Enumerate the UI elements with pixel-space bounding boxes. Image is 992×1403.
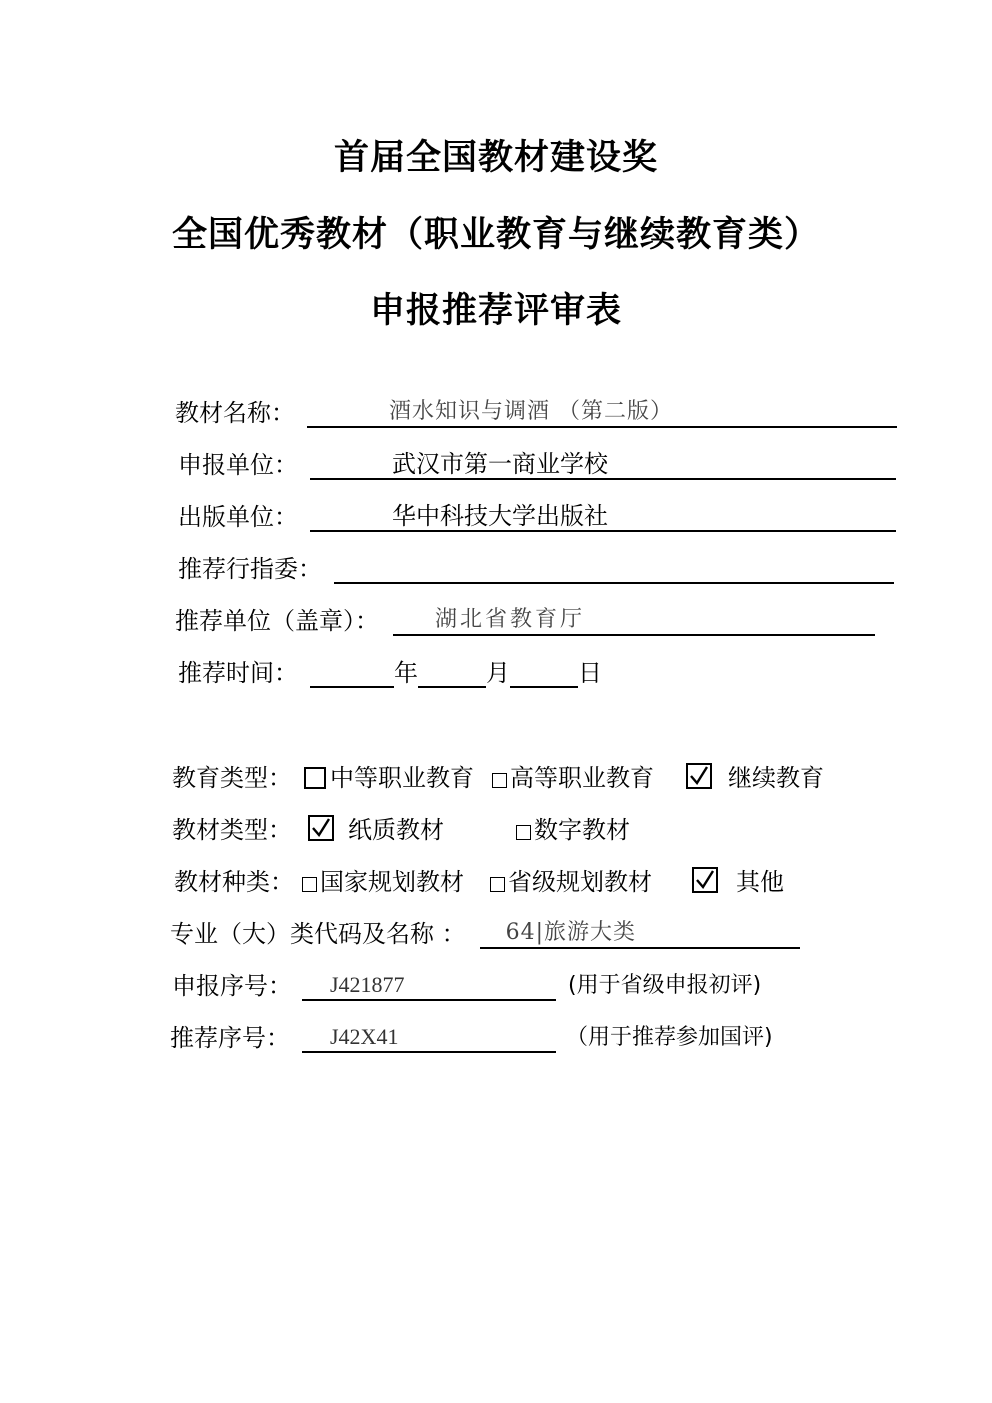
textbook-name-value: 酒水知识与调酒 （第二版） (389, 399, 673, 424)
major-value: 64|旅游大类 (505, 920, 637, 945)
title-line-1: 首届全国教材建设奖 (333, 138, 658, 178)
option-provincial-plan-label: 省级规划教材 (508, 868, 652, 896)
apply-no-note: (用于省级申报初评) (568, 973, 762, 998)
option-continuing-education[interactable] (686, 763, 824, 793)
day-text: 日 (578, 659, 602, 687)
field-recommend-date (178, 652, 602, 688)
recommend-unit-value: 湖北省教育厅 (435, 607, 586, 632)
material-type-label: 教材类型： (172, 816, 292, 844)
education-type-label: 教育类型： (172, 764, 292, 792)
checkbox-empty-icon[interactable] (516, 825, 531, 840)
applicant-unit-line[interactable] (310, 450, 896, 480)
applicant-unit-label: 申报单位： (178, 451, 298, 479)
title-line-3: 申报推荐评审表 (369, 291, 622, 331)
option-secondary-vocational-label: 中等职业教育 (330, 764, 474, 792)
material-category-label: 教材种类： (174, 868, 294, 896)
textbook-name-label: 教材名称： (175, 399, 295, 427)
recommend-unit-label: 推荐单位（盖章）： (175, 607, 379, 635)
field-recommend-unit (175, 600, 875, 636)
month-text: 月 (486, 659, 510, 687)
apply-no-label: 申报序号： (172, 972, 292, 1000)
checkbox-empty-icon[interactable] (304, 767, 326, 789)
field-apply-no (172, 965, 761, 1001)
recommend-no-value: J42X41 (330, 1024, 399, 1049)
option-higher-vocational-label: 高等职业教育 (510, 764, 654, 792)
recommend-no-line[interactable] (302, 1023, 556, 1053)
checkbox-empty-icon[interactable] (302, 877, 317, 892)
material-type-row (172, 809, 630, 845)
checkbox-checked-icon[interactable] (686, 763, 712, 789)
recommend-date-label: 推荐时间： (178, 659, 298, 687)
major-label: 专业（大）类代码及名称 ： (170, 920, 466, 948)
recommend-unit-line[interactable] (393, 606, 875, 636)
committee-line[interactable] (334, 554, 894, 584)
year-line[interactable] (310, 658, 394, 688)
option-digital-material[interactable] (516, 815, 630, 845)
option-secondary-vocational[interactable] (304, 763, 474, 793)
option-other[interactable] (692, 867, 784, 897)
apply-no-line[interactable] (302, 971, 556, 1001)
option-provincial-plan[interactable] (490, 867, 652, 897)
textbook-name-line[interactable] (307, 398, 897, 428)
recommend-no-label: 推荐序号： (170, 1024, 290, 1052)
checkbox-empty-icon[interactable] (490, 877, 505, 892)
checkbox-checked-icon[interactable] (692, 867, 718, 893)
option-national-plan[interactable] (302, 867, 464, 897)
year-text: 年 (394, 659, 418, 687)
recommend-no-note: （用于推荐参加国评) (566, 1025, 773, 1050)
month-line[interactable] (418, 658, 486, 688)
material-category-row (174, 861, 784, 897)
option-other-label: 其他 (736, 868, 784, 896)
field-major (170, 913, 800, 949)
option-national-plan-label: 国家规划教材 (320, 868, 464, 896)
publisher-line[interactable] (310, 502, 896, 532)
title-line-2: 全国优秀教材（职业教育与继续教育类） (171, 215, 820, 255)
option-digital-material-label: 数字教材 (534, 816, 630, 844)
checkbox-checked-icon[interactable] (308, 815, 334, 841)
field-applicant-unit (178, 444, 896, 480)
field-publisher (178, 496, 896, 532)
publisher-label: 出版单位： (178, 503, 298, 531)
option-paper-material[interactable] (308, 815, 444, 845)
field-committee (178, 548, 894, 584)
publisher-value: 华中科技大学出版社 (392, 502, 608, 530)
option-continuing-education-label: 继续教育 (728, 764, 824, 792)
field-recommend-no (170, 1017, 773, 1053)
checkbox-empty-icon[interactable] (492, 773, 507, 788)
day-line[interactable] (510, 658, 578, 688)
option-paper-material-label: 纸质教材 (348, 816, 444, 844)
option-higher-vocational[interactable] (492, 763, 654, 793)
field-textbook-name (175, 392, 897, 428)
education-type-row (172, 757, 824, 793)
committee-label: 推荐行指委： (178, 555, 322, 583)
applicant-unit-value: 武汉市第一商业学校 (392, 450, 608, 478)
major-line[interactable] (480, 919, 800, 949)
apply-no-value: J421877 (330, 972, 405, 997)
